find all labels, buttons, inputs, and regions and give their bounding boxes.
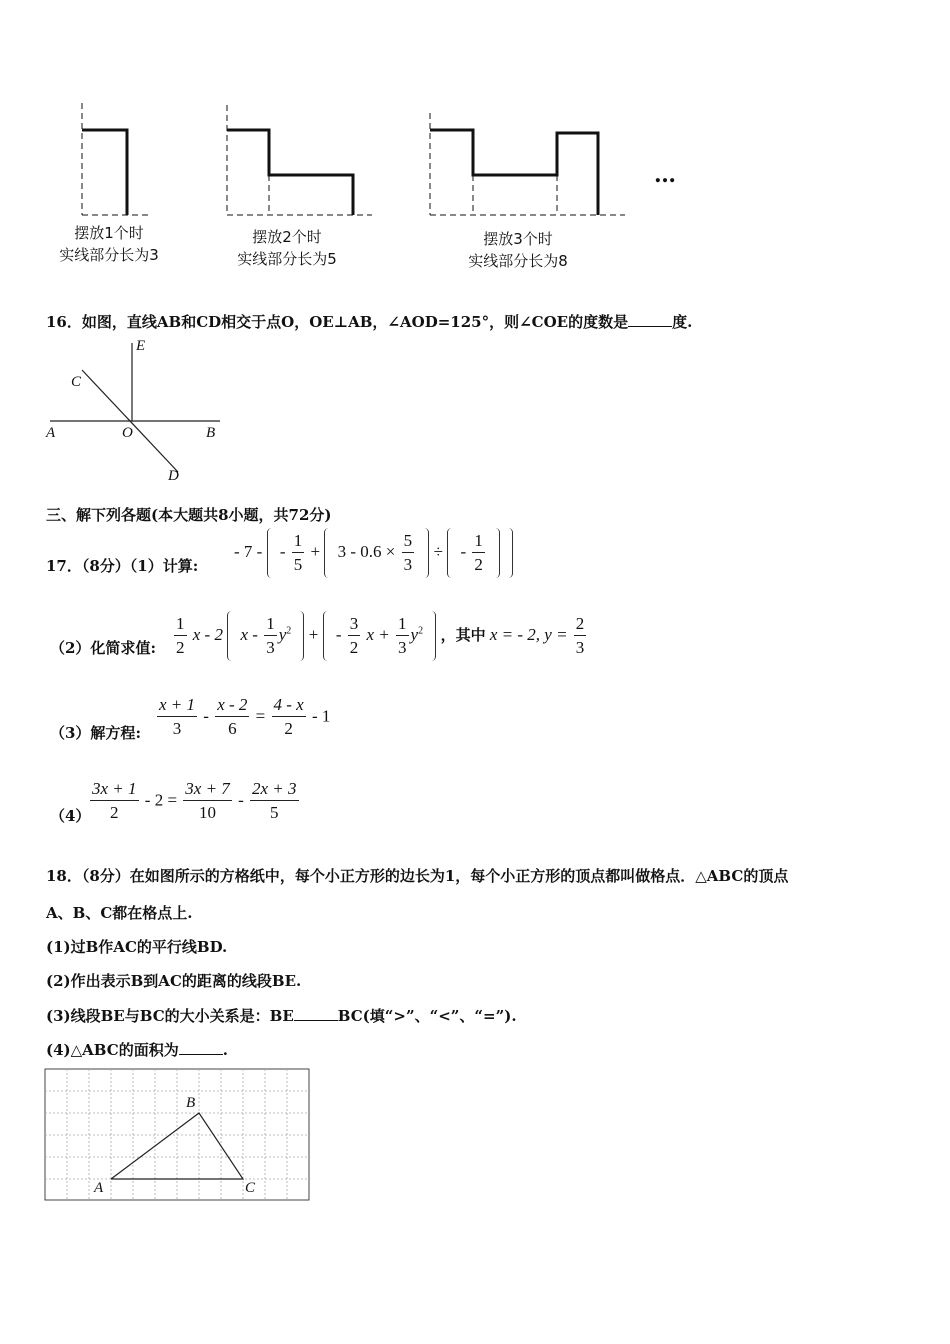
- fraction: [183, 778, 232, 825]
- question-17-3-label: （3）解方程:: [50, 724, 141, 742]
- item4-text-b: .: [222, 1041, 228, 1059]
- term: x +: [366, 624, 390, 644]
- term-a: - 7 -: [234, 541, 263, 561]
- numerator: 1: [264, 613, 277, 636]
- fraction: [396, 613, 409, 660]
- denominator: 2: [110, 803, 119, 822]
- denominator: 2: [474, 554, 483, 574]
- term-b: 3 - 0.6 ×: [337, 541, 396, 561]
- question-17-2-label: （2）化简求值:: [50, 639, 156, 657]
- caption-1-line2: 实线部分长为3: [59, 246, 159, 264]
- numerator: x + 1: [157, 694, 197, 717]
- equals-sign: =: [255, 706, 266, 726]
- paren-close: [491, 528, 500, 578]
- condition: x = - 2, y =: [489, 624, 568, 644]
- fraction: [348, 613, 361, 660]
- step-figure: [40, 95, 700, 225]
- caption-2-line2: 实线部分长为5: [237, 250, 337, 268]
- fraction: [250, 778, 299, 825]
- denominator: 10: [199, 803, 217, 822]
- question-18-item4: [46, 1039, 228, 1060]
- fraction: [472, 530, 485, 577]
- denominator: 3: [172, 719, 182, 738]
- grid-label-C: C: [245, 1180, 256, 1196]
- question-16: [46, 311, 692, 332]
- item3-text-a: (3)线段BE与BC的大小关系是：BE: [46, 1007, 294, 1025]
- question-18-item1: (1)过B作AC的平行线BD.: [46, 938, 228, 956]
- label-B: B: [206, 425, 216, 441]
- paren-open: [227, 611, 236, 661]
- caption-3: [453, 228, 583, 272]
- question-18-line1: 18．（8分）在如图所示的方格纸中，每个小正方形的边长为1，每个小正方形的顶点都叫做格点．△ABC的顶点: [46, 867, 789, 885]
- question-16-text: 16．如图，直线AB和CD相交于点O，OE⊥AB，∠AOD=125°，则∠COE的度数是: [46, 313, 629, 331]
- label-O: O: [122, 425, 133, 441]
- fraction: [157, 694, 197, 741]
- caption-1: [44, 222, 174, 266]
- caption-3-line2: 实线部分长为8: [468, 252, 568, 270]
- section-3-title: 三、解下列各题(本大题共8小题，共72分): [46, 506, 332, 524]
- expr-17-1: - 7 - - $\frac{1}{5}$ + 3 - 0.6 × $\frac{5}{3}$ ÷ - $\frac{1}{2}$: [234, 528, 513, 578]
- var-y: y: [410, 624, 419, 644]
- grid-label-A: A: [94, 1180, 104, 1196]
- paren-close: [427, 611, 436, 661]
- middle-term: - 2 =: [144, 790, 178, 810]
- denominator: 6: [228, 719, 237, 738]
- where-text: ，其中: [440, 625, 486, 644]
- numerator: 5: [402, 530, 415, 553]
- caption-2: [222, 226, 352, 270]
- question-18-line2: A、B、C都在格点上.: [46, 904, 193, 922]
- paren-close: [420, 528, 429, 578]
- denominator: 5: [293, 554, 303, 574]
- paren-close: [295, 611, 304, 661]
- fraction: [402, 530, 415, 577]
- label-C: C: [71, 374, 82, 390]
- caption-3-line1: 摆放3个时: [483, 230, 553, 248]
- var-y: y: [278, 624, 287, 644]
- fraction: [264, 613, 277, 660]
- question-18-item2: (2)作出表示B到AC的距离的线段BE.: [46, 972, 302, 990]
- numerator: 2x + 3: [250, 778, 299, 801]
- exponent: 2: [418, 625, 424, 637]
- answer-blank[interactable]: [179, 1040, 223, 1055]
- term: x - 2: [192, 624, 223, 644]
- numerator: 1: [292, 530, 305, 553]
- tail-term: - 1: [311, 706, 331, 726]
- answer-blank[interactable]: [294, 1006, 338, 1021]
- denominator: 3: [398, 637, 407, 657]
- question-16-suffix: 度.: [672, 313, 693, 331]
- denominator: 2: [284, 719, 293, 738]
- numerator: 2: [574, 613, 587, 636]
- denominator: 5: [270, 803, 279, 822]
- paren-open: [447, 528, 456, 578]
- ellipsis: …: [654, 162, 676, 188]
- item3-text-b: BC(填“>”、“<”、“=”).: [337, 1007, 517, 1025]
- numerator: 3x + 7: [183, 778, 232, 801]
- grid-figure: [44, 1068, 312, 1202]
- fraction: [272, 694, 306, 741]
- expr-17-3: $\frac{x + 1}{3}$ - $\frac{x - 2}{6}$ = $\frac{4 - x}{2}$ - 1: [155, 694, 330, 741]
- numerator: 1: [472, 530, 485, 553]
- numerator: 3x + 1: [90, 778, 139, 801]
- denominator: 2: [349, 637, 359, 657]
- angle-figure: [40, 335, 230, 495]
- fraction: [574, 613, 587, 660]
- denominator: 2: [176, 637, 185, 657]
- exponent: 2: [286, 625, 292, 637]
- fraction: [174, 613, 187, 660]
- numerator: 1: [174, 613, 187, 636]
- answer-blank[interactable]: [628, 312, 672, 327]
- question-18-item3: [46, 1005, 517, 1026]
- caption-1-line1: 摆放1个时: [74, 224, 144, 242]
- fraction: [90, 778, 139, 825]
- paren-close: [504, 528, 513, 578]
- denominator: 3: [403, 554, 413, 574]
- plus-sign: +: [308, 624, 319, 644]
- numerator: 4 - x: [272, 694, 306, 717]
- caption-2-line1: 摆放2个时: [252, 228, 322, 246]
- paren-open: [323, 611, 332, 661]
- grid-label-B: B: [186, 1095, 196, 1111]
- denominator: 3: [575, 637, 585, 657]
- divide-sign: ÷: [433, 541, 443, 561]
- numerator: 1: [396, 613, 409, 636]
- numerator: 3: [348, 613, 361, 636]
- question-17-4-label: （4）: [50, 807, 91, 825]
- label-E: E: [136, 338, 146, 354]
- fraction: [292, 530, 305, 577]
- label-A: A: [46, 425, 56, 441]
- question-17-prefix: 17．（8分）（1）计算:: [46, 557, 199, 575]
- expr-17-2: $\frac{1}{2}$ x - 2 x - $\frac{1}{3}$ $y^2$ + - $\frac{3}{2}$ x + $\frac{1}{3}$ $y^2$ ，其中 x = - 2, y = $\frac{2}{3}$: [172, 611, 588, 661]
- numerator: x - 2: [215, 694, 249, 717]
- paren-open: [324, 528, 333, 578]
- item4-text-a: (4)△ABC的面积为: [46, 1041, 179, 1059]
- fraction: [215, 694, 249, 741]
- term: x -: [240, 624, 258, 644]
- denominator: 3: [266, 637, 275, 657]
- label-D: D: [168, 468, 179, 484]
- expr-17-4: $\frac{3x + 1}{2}$ - 2 = $\frac{3x + 7}{10}$ - $\frac{2x + 3}{5}$: [88, 778, 301, 825]
- paren-open: [267, 528, 276, 578]
